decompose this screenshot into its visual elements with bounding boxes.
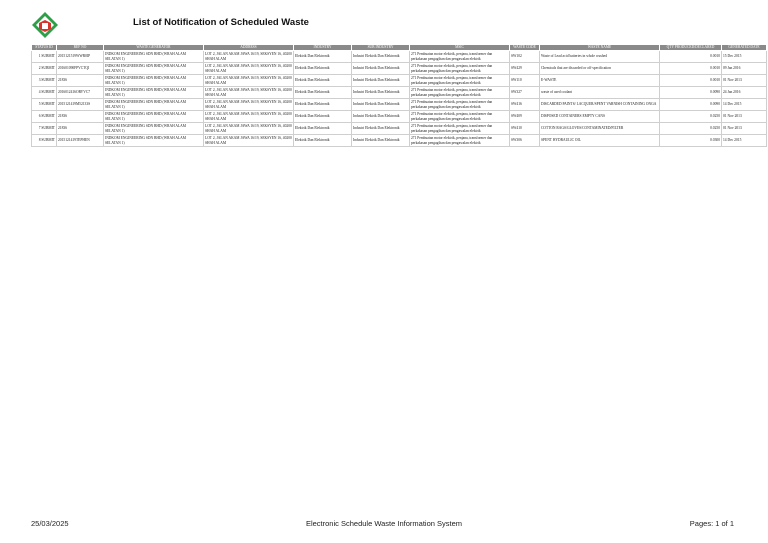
cell-address: LOT 2, JALAN AKAM JAWA 16/19, SEKSYEN 16, 40200 SHAH ALAM: [205, 88, 292, 97]
cell-msic: 271 Pembuatan motor elektrik, penjana, transformer dan perkakasan pengagihan dan pengawalan elektrik: [410, 87, 510, 99]
cell-address: LOT 2, JALAN AKAM JAWA 16/19, SEKSYEN 16, 40200 SHAH ALAM: [205, 64, 292, 73]
waste-table: [31, 44, 767, 147]
cell-waste-code: SW410: [510, 123, 540, 135]
cell-industry: Elektrik Dan Elektronik: [294, 75, 352, 87]
cell-status-id: [32, 135, 57, 147]
col-generated-date: GENERATED DATE: [722, 45, 767, 51]
cell-address: LOT 2, JALAN AKAM JAWA 16/19, SEKSYEN 16, 40200 SHAH ALAM: [205, 100, 292, 109]
cell-waste-name: DISCARDED PAINTS/ LACQUER/SPENT VARNISH CONTAINING ONGA: [540, 99, 660, 111]
status-label: SUBMIT: [41, 66, 55, 71]
col-waste-name: WASTE NAME: [540, 45, 660, 51]
cell-waste-name: SPENT HYDRAULIC OIL: [540, 135, 660, 147]
page-title: List of Notification of Scheduled Waste: [133, 17, 309, 28]
cell-msic: 271 Pembuatan motor elektrik, penjana, transformer dan perkakasan pengagihan dan pengawalan elektrik: [410, 63, 510, 75]
footer-date: 25/03/2025: [31, 519, 69, 528]
cell-msic: 271 Pembuatan motor elektrik, penjana, transformer dan perkakasan pengagihan dan pengawalan elektrik: [410, 123, 510, 135]
status-label: SUBMIT: [41, 78, 55, 83]
cell-generator: INDKOM ENGINEERING SDN BHD (WRAH ALAM SELATAN 1): [104, 111, 204, 123]
cell-ref-no: 21836: [57, 111, 104, 123]
cell-status-id: [32, 123, 57, 135]
cell-waste-name: waste of used coolant: [540, 87, 660, 99]
cell-waste-code: SW429: [510, 63, 540, 75]
table-row: [32, 87, 767, 99]
col-industry: INDUSTRY: [294, 45, 352, 51]
cell-sub-industry: Industri Elektrik Dan Elektronik: [352, 75, 410, 87]
cell-sub-industry: Industri Elektrik Dan Elektronik: [352, 99, 410, 111]
col-msic: MSIC: [410, 45, 510, 51]
cell-generated-date: 01 Nov 2013: [722, 111, 767, 123]
cell-sub-industry: Industri Elektrik Dan Elektronik: [352, 51, 410, 63]
cell-address: LOT 2, JALAN AKAM JAWA 16/19, SEKSYEN 16, 40200 SHAH ALAM: [205, 76, 292, 85]
status-label: SUBMIT: [41, 138, 55, 143]
cell-generated-date: 15 Dec 2015: [722, 51, 767, 63]
cell-status-id: [32, 99, 57, 111]
cell-industry: Elektrik Dan Elektronik: [294, 87, 352, 99]
cell-ref-no: 2015121419TEPHEN: [57, 135, 104, 147]
cell-waste-name: DISPOSED CONTAINERS EMPTY CANS: [540, 111, 660, 123]
col-qty: QTY PRODUCED/DECLARED: [660, 45, 722, 51]
waste-system-logo-icon: [31, 11, 59, 39]
status-label: SUBMIT: [41, 54, 55, 59]
cell-status-id: [32, 87, 57, 99]
col-sub-industry: SUB INDUSTRY: [352, 45, 410, 51]
cell-qty: 0.0010: [660, 51, 722, 63]
cell-address: LOT 2, JALAN AKAM JAWA 16/19, SEKSYEN 16, 40200 SHAH ALAM: [205, 112, 292, 121]
cell-industry: Elektrik Dan Elektronik: [294, 135, 352, 147]
cell-generated-date: 01 Nov 2013: [722, 123, 767, 135]
cell-generated-date: 14 Dec 2015: [722, 135, 767, 147]
cell-generator: INDKOM ENGINEERING SDN BHD (WRAH ALAM SELATAN 1): [104, 63, 204, 75]
cell-address: LOT 2, JALAN AKAM JAWA 16/19, SEKSYEN 16, 40200 SHAH ALAM: [205, 136, 292, 145]
cell-address: LOT 2, JALAN AKAM JAWA 16/19, SEKSYEN 16, 40200 SHAH ALAM: [205, 124, 292, 133]
footer-system-name: Electronic Schedule Waste Information System: [305, 519, 463, 528]
table-row: [32, 99, 767, 111]
row-number: 6: [38, 114, 41, 119]
cell-generator: INDKOM ENGINEERING SDN BHD (WRAH ALAM SELATAN 1): [104, 123, 204, 135]
row-number: 7: [38, 126, 41, 131]
cell-status-id: [32, 51, 57, 63]
cell-generator: INDKOM ENGINEERING SDN BHD (WRAH ALAM SELATAN 1): [104, 99, 204, 111]
row-number: 8: [38, 138, 41, 143]
cell-waste-name: E-WASTE: [540, 75, 660, 87]
cell-msic: 271 Pembuatan motor elektrik, penjana, transformer dan perkakasan pengagihan dan pengawalan elektrik: [410, 51, 510, 63]
cell-waste-code: SW110: [510, 75, 540, 87]
cell-address: LOT 2, JALAN AKAM JAWA 16/19, SEKSYEN 16, 40200 SHAH ALAM: [205, 52, 292, 61]
status-label: SUBMIT: [41, 126, 55, 131]
cell-qty: 0.0010: [660, 75, 722, 87]
table-body: [32, 51, 767, 147]
cell-waste-name: Waste of Lead acid batteries in whole crushed: [540, 51, 660, 63]
cell-sub-industry: Industri Elektrik Dan Elektronik: [352, 63, 410, 75]
cell-generated-date: 14 Dec 2015: [722, 99, 767, 111]
table-row: [32, 111, 767, 123]
cell-msic: 271 Pembuatan motor elektrik, penjana, transformer dan perkakasan pengagihan dan pengawalan elektrik: [410, 99, 510, 111]
status-label: SUBMIT: [41, 114, 55, 119]
cell-sub-industry: Industri Elektrik Dan Elektronik: [352, 135, 410, 147]
row-number: 1: [38, 54, 41, 59]
cell-industry: Elektrik Dan Elektronik: [294, 63, 352, 75]
cell-sub-industry: Industri Elektrik Dan Elektronik: [352, 111, 410, 123]
table-row: [32, 135, 767, 147]
cell-qty: 0.0250: [660, 111, 722, 123]
cell-waste-code: SW102: [510, 51, 540, 63]
cell-ref-no: 21836: [57, 75, 104, 87]
cell-qty: 0.0090: [660, 87, 722, 99]
cell-waste-name: COTTON RAGS/GLOVES/CONTAMINATED/FILTER: [540, 123, 660, 135]
cell-generated-date: 01 Nov 2013: [722, 75, 767, 87]
status-label: SUBMIT: [41, 102, 55, 107]
col-waste-code: WASTE CODE: [510, 45, 540, 51]
cell-qty: 0.0090: [660, 99, 722, 111]
cell-industry: Elektrik Dan Elektronik: [294, 99, 352, 111]
col-status-id: STATUS ID: [32, 45, 57, 51]
cell-ref-no: 21836: [57, 123, 104, 135]
cell-status-id: [32, 75, 57, 87]
cell-industry: Elektrik Dan Elektronik: [294, 111, 352, 123]
cell-generator: INDKOM ENGINEERING SDN BHD (WRAH ALAM SELATAN 1): [104, 51, 204, 63]
footer-page-count: Pages: 1 of 1: [689, 519, 734, 528]
cell-generator: INDKOM ENGINEERING SDN BHD (WRAH ALAM SELATAN 1): [104, 75, 204, 87]
cell-waste-code: SW327: [510, 87, 540, 99]
cell-status-id: [32, 111, 57, 123]
row-number: 4: [38, 90, 41, 95]
cell-ref-no: 2015121419M52133S: [57, 99, 104, 111]
cell-msic: 271 Pembuatan motor elektrik, penjana, transformer dan perkakasan pengagihan dan pengawalan elektrik: [410, 75, 510, 87]
status-label: SUBMIT: [41, 90, 55, 95]
cell-qty: 0.0300: [660, 135, 722, 147]
row-number: 5: [38, 102, 41, 107]
row-number: 2: [38, 66, 41, 71]
cell-qty: 0.0010: [660, 63, 722, 75]
cell-waste-code: SW416: [510, 99, 540, 111]
cell-sub-industry: Industri Elektrik Dan Elektronik: [352, 87, 410, 99]
cell-industry: Elektrik Dan Elektronik: [294, 51, 352, 63]
cell-industry: Elektrik Dan Elektronik: [294, 123, 352, 135]
cell-generator: INDKOM ENGINEERING SDN BHD (WRAH ALAM SELATAN 1): [104, 87, 204, 99]
cell-generated-date: 24 Jan 2016: [722, 87, 767, 99]
cell-waste-code: SW306: [510, 135, 540, 147]
cell-generator: INDKOM ENGINEERING SDN BHD (WRAH ALAM SELATAN 1): [104, 135, 204, 147]
cell-qty: 0.0250: [660, 123, 722, 135]
cell-waste-code: SW409: [510, 111, 540, 123]
cell-ref-no: 2015121519WWR0IP: [57, 51, 104, 63]
cell-sub-industry: Industri Elektrik Dan Elektronik: [352, 123, 410, 135]
cell-ref-no: 2016012416ORVVC7: [57, 87, 104, 99]
table-row: [32, 63, 767, 75]
row-number: 3: [38, 78, 41, 83]
cell-msic: 271 Pembuatan motor elektrik, penjana, transformer dan perkakasan pengagihan dan pengawalan elektrik: [410, 111, 510, 123]
cell-ref-no: 201601090FPVCTQI: [57, 63, 104, 75]
col-address: ADDRESS: [204, 45, 294, 51]
cell-waste-name: Chemicals that are discarded or off-specification: [540, 63, 660, 75]
table-row: [32, 51, 767, 63]
cell-status-id: [32, 63, 57, 75]
cell-generated-date: 09 Jan 2016: [722, 63, 767, 75]
cell-msic: 271 Pembuatan motor elektrik, penjana, transformer dan perkakasan pengagihan dan pengawalan elektrik: [410, 135, 510, 147]
table-row: [32, 123, 767, 135]
table-row: [32, 75, 767, 87]
col-ref-no: REF NO: [57, 45, 104, 51]
col-waste-generator: WASTE GENERATOR: [104, 45, 204, 51]
